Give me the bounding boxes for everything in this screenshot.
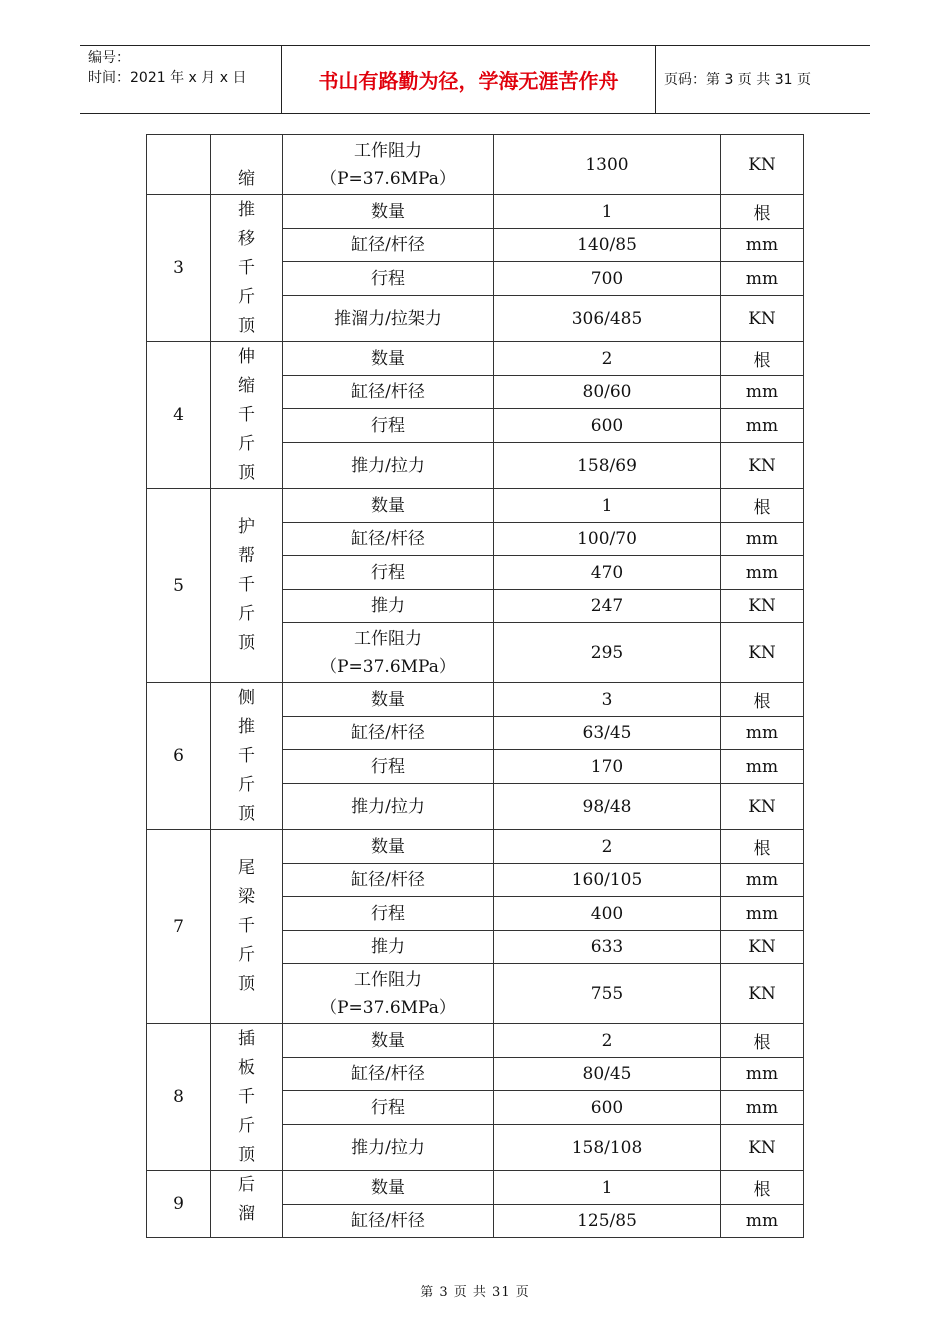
parameter-name-line: 数量: [371, 836, 405, 857]
table-row: [147, 195, 804, 229]
parameter-name-cell: [283, 443, 494, 489]
component-name-char: 千: [238, 916, 255, 936]
component-name-char: 斤: [238, 604, 255, 624]
row-number-cell: 7: [147, 830, 211, 1024]
parameter-name-cell: [283, 523, 494, 556]
row-number-cell: 9: [147, 1171, 211, 1238]
row-number-cell: 5: [147, 489, 211, 683]
parameter-name-cell: [283, 409, 494, 443]
parameter-unit-cell: 根: [721, 683, 804, 717]
parameter-value-cell: 80/45: [494, 1058, 721, 1091]
component-name-char: 千: [238, 404, 255, 425]
component-name-char: 斤: [238, 945, 255, 965]
parameter-unit-cell: mm: [721, 1205, 804, 1238]
parameter-name-line: 数量: [371, 1030, 405, 1051]
component-name-cell: [211, 135, 283, 195]
parameter-name-cell: [283, 590, 494, 623]
parameter-unit-cell: mm: [721, 556, 804, 590]
parameter-name-line: 行程: [371, 415, 405, 436]
parameter-unit-cell: KN: [721, 1125, 804, 1171]
parameter-value-cell: 3: [494, 683, 721, 717]
component-name-char: 移: [238, 228, 255, 249]
parameter-value-cell: 600: [494, 1091, 721, 1125]
component-name-char: 梁: [238, 887, 255, 907]
component-name-char: 千: [238, 257, 255, 278]
parameter-unit-cell: mm: [721, 1058, 804, 1091]
parameter-name-line: 行程: [371, 268, 405, 289]
parameter-unit-cell: 根: [721, 489, 804, 523]
parameter-value-cell: 160/105: [494, 864, 721, 897]
table-row: [147, 1024, 804, 1058]
parameter-name-cell: [283, 1024, 494, 1058]
row-number-cell: 6: [147, 683, 211, 830]
component-name-char: 顶: [238, 315, 255, 336]
parameter-value-cell: 158/69: [494, 443, 721, 489]
parameter-name-line: 数量: [371, 1177, 405, 1198]
parameter-name-line: 推力/拉力: [351, 455, 425, 476]
parameter-unit-cell: 根: [721, 830, 804, 864]
component-name-char: 推: [238, 199, 255, 220]
table-row: [147, 683, 804, 717]
parameter-name-cell: [283, 489, 494, 523]
parameter-unit-cell: KN: [721, 590, 804, 623]
parameter-unit-cell: KN: [721, 964, 804, 1024]
component-name-char: 顶: [238, 462, 255, 483]
parameter-unit-cell: mm: [721, 717, 804, 750]
header-divider-right: [655, 45, 656, 113]
parameter-name-cell: [283, 717, 494, 750]
parameter-name-cell: [283, 1171, 494, 1205]
parameter-name-line: 数量: [371, 689, 405, 710]
parameter-value-cell: 2: [494, 342, 721, 376]
parameter-name-cell: [283, 683, 494, 717]
parameter-name-line: 数量: [371, 348, 405, 369]
parameter-name-line: 缸径/杆径: [351, 1064, 425, 1084]
parameter-value-cell: 98/48: [494, 784, 721, 830]
parameter-name-cell: [283, 897, 494, 931]
component-name-char: 帮: [238, 546, 255, 566]
parameter-value-cell: 295: [494, 623, 721, 683]
parameter-unit-cell: mm: [721, 523, 804, 556]
parameter-unit-cell: KN: [721, 784, 804, 830]
parameter-name-cell: [283, 830, 494, 864]
component-name-char: 伸: [238, 346, 255, 367]
parameter-name-line: 缸径/杆径: [351, 1211, 425, 1231]
parameter-name-line: 推力/拉力: [351, 796, 425, 817]
parameter-name-line: 行程: [371, 562, 405, 583]
parameter-name-cell: [283, 1091, 494, 1125]
parameter-name-cell: [283, 864, 494, 897]
parameter-unit-cell: mm: [721, 750, 804, 784]
parameter-name-line: 缸径/杆径: [351, 382, 425, 402]
parameter-name-line: 缸径/杆径: [351, 235, 425, 255]
parameter-name-cell: [283, 623, 494, 683]
parameter-name-cell: [283, 342, 494, 376]
table-row: [147, 1171, 804, 1205]
parameter-name-cell: [283, 964, 494, 1024]
parameter-value-cell: 1: [494, 1171, 721, 1205]
component-name-cell: [211, 1171, 283, 1238]
component-name-cell: [211, 195, 283, 342]
parameter-name-line: 推溜力/拉架力: [334, 308, 442, 329]
parameter-value-cell: 2: [494, 830, 721, 864]
parameter-unit-cell: 根: [721, 342, 804, 376]
component-name-char: 斤: [238, 1115, 255, 1136]
parameter-name-line: 推力: [371, 937, 405, 957]
table-row: [147, 489, 804, 523]
parameter-unit-cell: mm: [721, 1091, 804, 1125]
parameter-name-cell: [283, 750, 494, 784]
parameter-unit-cell: 根: [721, 1171, 804, 1205]
parameter-value-cell: 247: [494, 590, 721, 623]
component-name-char: 缩: [238, 375, 255, 396]
component-name-char: 缩: [238, 169, 255, 189]
parameter-name-line: 行程: [371, 756, 405, 777]
component-name-char: 顶: [238, 974, 255, 994]
parameter-name-cell: [283, 262, 494, 296]
component-name-char: 顶: [238, 1144, 255, 1165]
parameter-value-cell: 400: [494, 897, 721, 931]
parameter-unit-cell: KN: [721, 135, 804, 195]
parameter-name-cell: [283, 296, 494, 342]
component-name-char: 尾: [238, 858, 255, 878]
parameter-name-line: 缸径/杆径: [351, 870, 425, 890]
header-motto: 书山有路勤为径，学海无涯苦作舟: [318, 68, 619, 93]
parameter-value-cell: 1300: [494, 135, 721, 195]
component-name-char: 侧: [238, 687, 255, 708]
parameter-name-line: （P=37.6MPa）: [320, 656, 456, 677]
header-bottom-rule: [80, 113, 870, 114]
parameter-value-cell: 140/85: [494, 229, 721, 262]
spec-table-body: [147, 135, 804, 1238]
header-time-label: 时间：2021 年 x 月 x 日: [88, 70, 247, 86]
table-row: [147, 135, 804, 195]
component-name-char: 护: [238, 517, 255, 537]
component-name-char: 板: [238, 1057, 255, 1078]
component-name-char: 千: [238, 745, 255, 766]
header-number-label: 编号：: [88, 50, 130, 66]
parameter-unit-cell: KN: [721, 296, 804, 342]
parameter-name-line: 数量: [371, 201, 405, 222]
parameter-value-cell: 1: [494, 195, 721, 229]
parameter-unit-cell: 根: [721, 195, 804, 229]
parameter-value-cell: 170: [494, 750, 721, 784]
parameter-name-line: （P=37.6MPa）: [320, 997, 456, 1018]
parameter-unit-cell: mm: [721, 376, 804, 409]
spec-table: [146, 134, 804, 1238]
parameter-unit-cell: mm: [721, 897, 804, 931]
parameter-name-line: 工作阻力: [354, 969, 422, 990]
header-page-info: 页码：第 3 页 共 31 页: [664, 72, 811, 88]
component-name-cell: [211, 1024, 283, 1171]
parameter-name-line: 推力/拉力: [351, 1137, 425, 1158]
parameter-name-cell: [283, 556, 494, 590]
parameter-value-cell: 633: [494, 931, 721, 964]
component-name-cell: [211, 683, 283, 830]
parameter-unit-cell: mm: [721, 262, 804, 296]
component-name-char: 斤: [238, 774, 255, 795]
parameter-name-line: 数量: [371, 495, 405, 516]
table-row: [147, 342, 804, 376]
parameter-name-cell: [283, 1058, 494, 1091]
parameter-name-line: 缸径/杆径: [351, 529, 425, 549]
parameter-unit-cell: mm: [721, 409, 804, 443]
parameter-name-line: 行程: [371, 903, 405, 924]
parameter-name-line: 缸径/杆径: [351, 723, 425, 743]
parameter-name-line: 推力: [371, 596, 405, 616]
parameter-name-line: 工作阻力: [354, 140, 422, 161]
row-number-cell: 3: [147, 195, 211, 342]
parameter-value-cell: 63/45: [494, 717, 721, 750]
component-name-char: 后: [238, 1175, 255, 1195]
parameter-value-cell: 700: [494, 262, 721, 296]
row-number-cell: 8: [147, 1024, 211, 1171]
parameter-value-cell: 158/108: [494, 1125, 721, 1171]
parameter-value-cell: 2: [494, 1024, 721, 1058]
parameter-value-cell: 100/70: [494, 523, 721, 556]
parameter-name-line: 工作阻力: [354, 628, 422, 649]
parameter-unit-cell: 根: [721, 1024, 804, 1058]
parameter-name-cell: [283, 931, 494, 964]
parameter-unit-cell: mm: [721, 229, 804, 262]
parameter-value-cell: 80/60: [494, 376, 721, 409]
component-name-char: 千: [238, 575, 255, 595]
component-name-cell: [211, 830, 283, 1024]
parameter-unit-cell: KN: [721, 443, 804, 489]
parameter-value-cell: 755: [494, 964, 721, 1024]
component-name-char: 千: [238, 1086, 255, 1107]
parameter-value-cell: 600: [494, 409, 721, 443]
footer-page-number: 第 3 页 共 31 页: [420, 1285, 530, 1300]
parameter-name-line: （P=37.6MPa）: [320, 168, 456, 189]
parameter-name-line: 行程: [371, 1097, 405, 1118]
parameter-name-cell: [283, 1205, 494, 1238]
parameter-value-cell: 1: [494, 489, 721, 523]
parameter-name-cell: [283, 784, 494, 830]
parameter-name-cell: [283, 229, 494, 262]
component-name-char: 插: [238, 1028, 255, 1049]
parameter-name-cell: [283, 376, 494, 409]
parameter-name-cell: [283, 1125, 494, 1171]
parameter-unit-cell: KN: [721, 623, 804, 683]
parameter-value-cell: 306/485: [494, 296, 721, 342]
component-name-char: 推: [238, 716, 255, 737]
component-name-char: 斤: [238, 286, 255, 307]
component-name-cell: [211, 342, 283, 489]
parameter-unit-cell: KN: [721, 931, 804, 964]
row-number-cell: [147, 135, 211, 195]
component-name-char: 溜: [238, 1204, 255, 1224]
row-number-cell: 4: [147, 342, 211, 489]
component-name-char: 斤: [238, 433, 255, 454]
header-info: [88, 48, 246, 88]
parameter-name-cell: [283, 135, 494, 195]
parameter-value-cell: 470: [494, 556, 721, 590]
parameter-name-cell: [283, 195, 494, 229]
component-name-char: 顶: [238, 633, 255, 653]
component-name-cell: [211, 489, 283, 683]
table-row: [147, 830, 804, 864]
parameter-unit-cell: mm: [721, 864, 804, 897]
component-name-char: 顶: [238, 803, 255, 824]
parameter-value-cell: 125/85: [494, 1205, 721, 1238]
